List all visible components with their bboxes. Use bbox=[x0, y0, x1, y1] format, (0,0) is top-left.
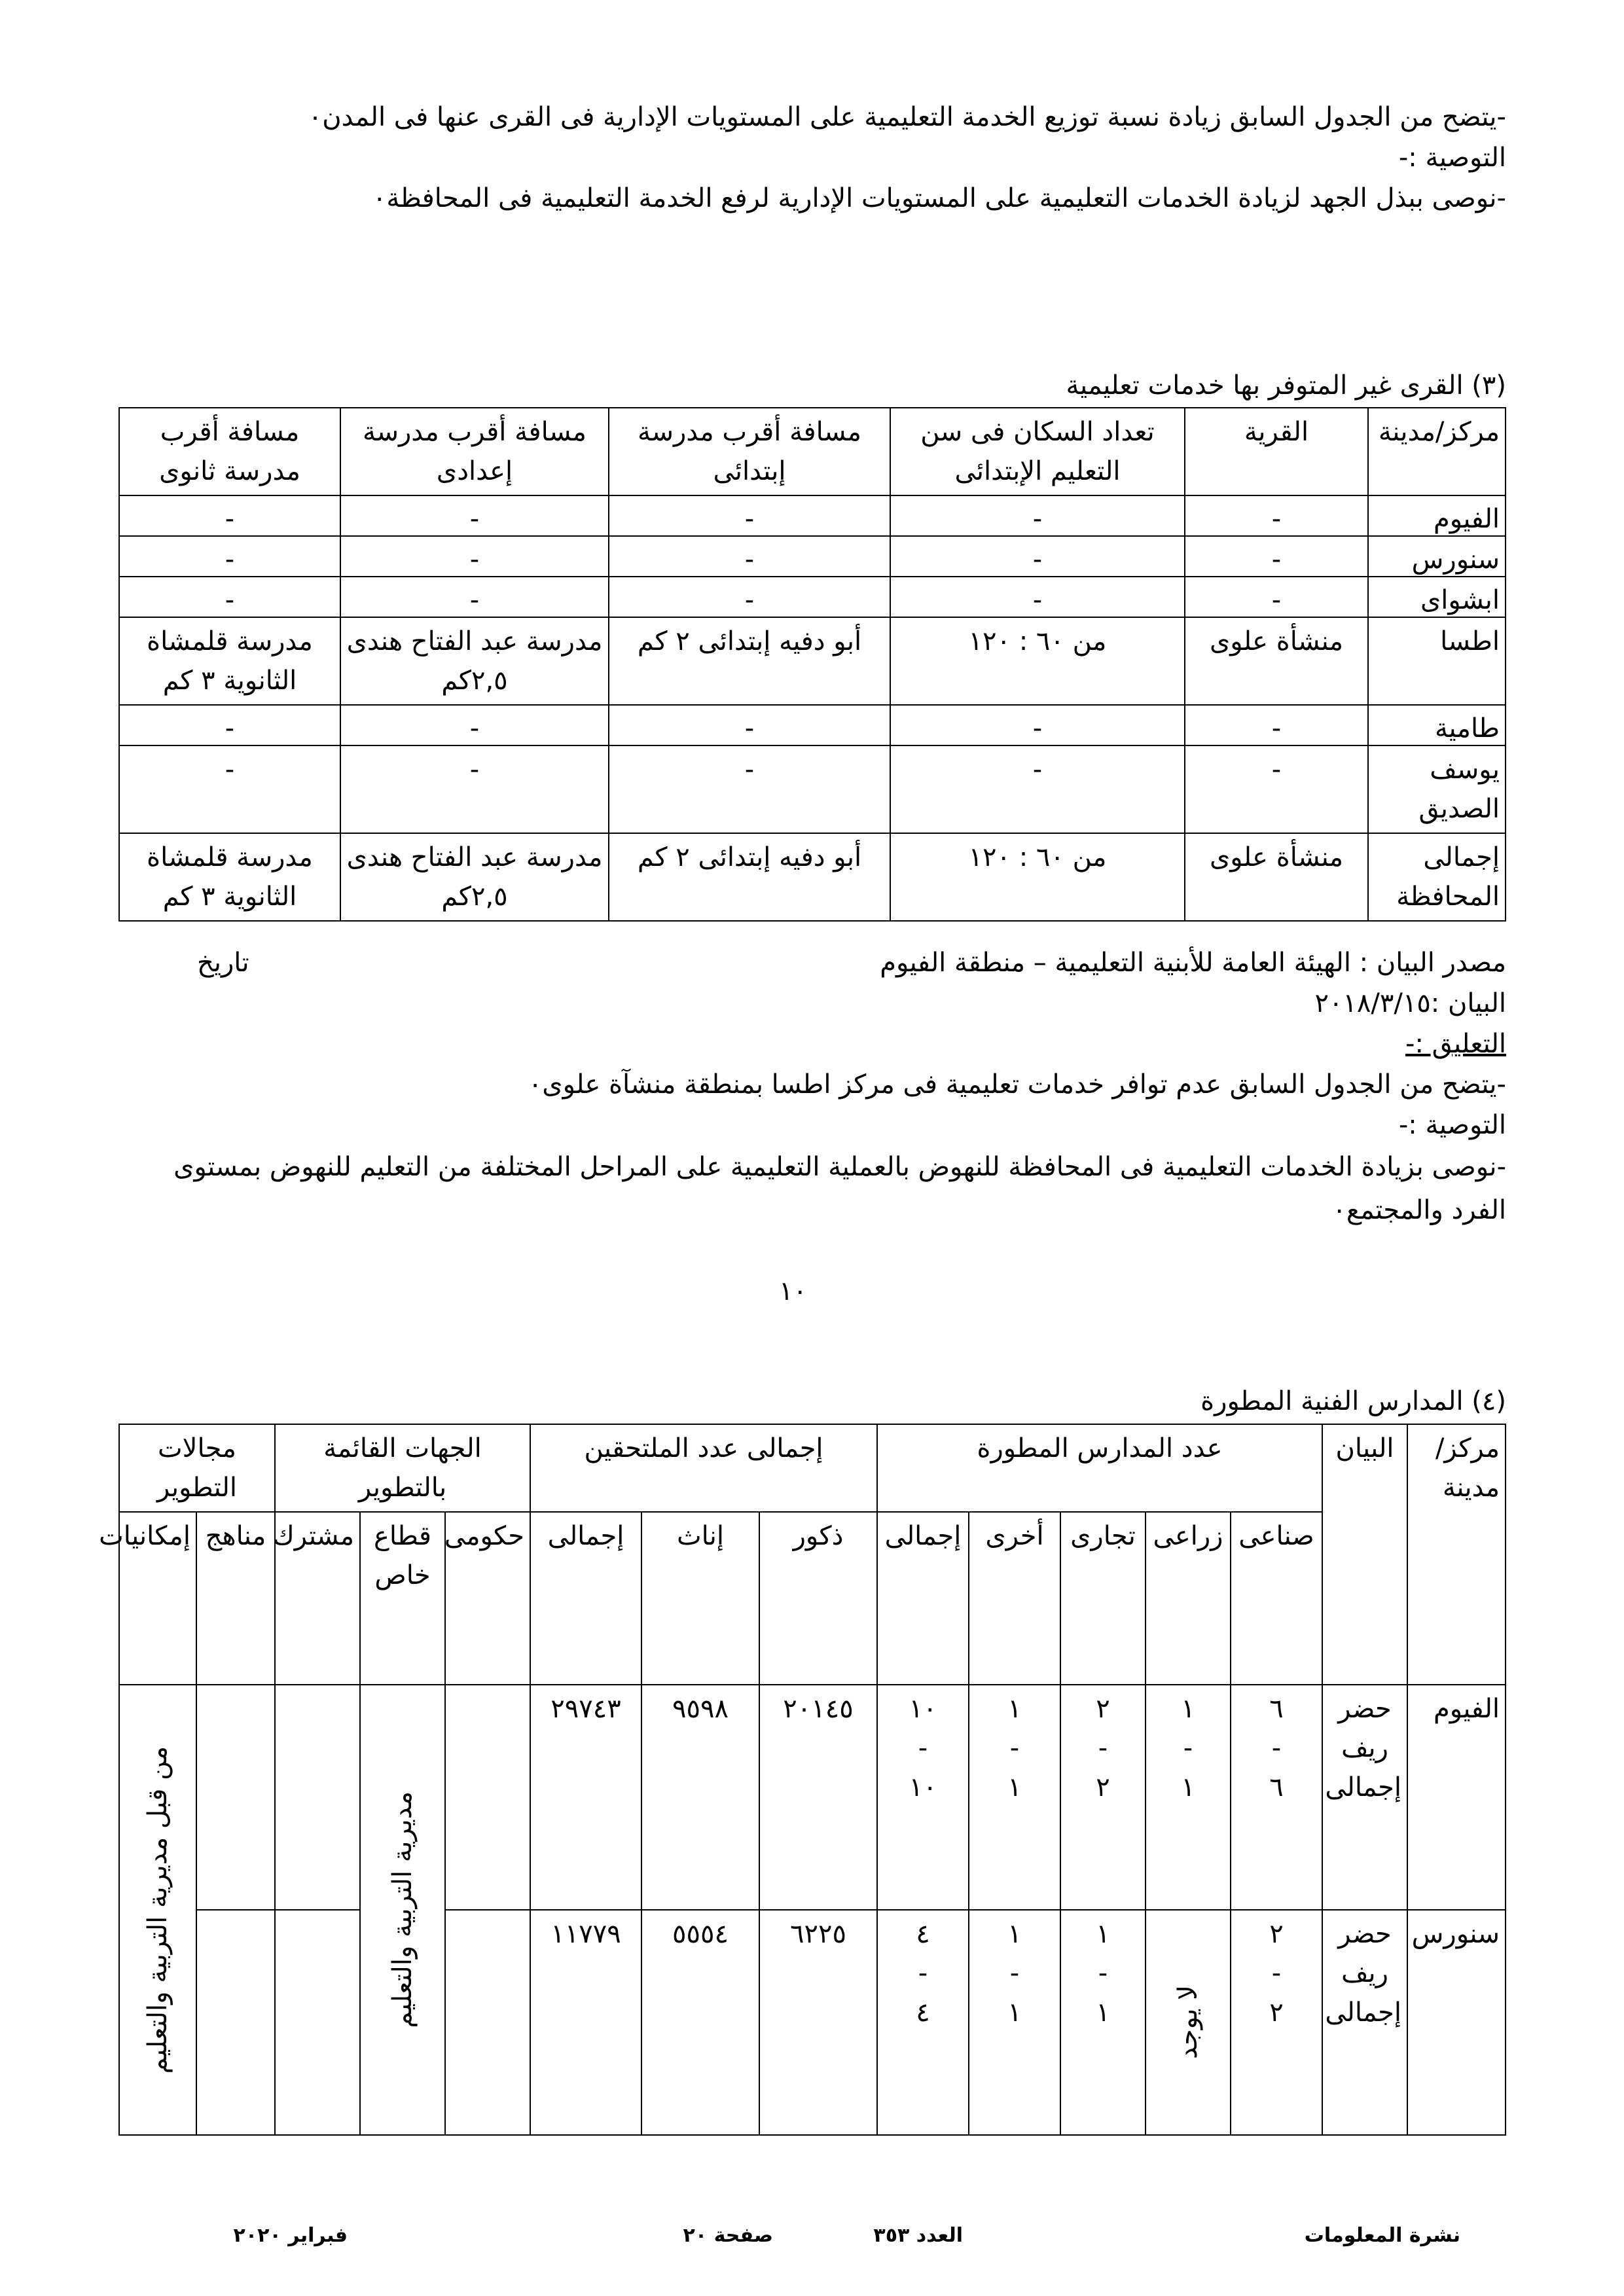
table-row bbox=[119, 577, 1506, 617]
table-cell: ٦٢٢٥ bbox=[759, 1910, 877, 2135]
comment-heading: التعليق :- bbox=[1405, 1029, 1506, 1059]
column-subheader: صناعى bbox=[1231, 1512, 1322, 1685]
cell-line: ١ bbox=[1007, 1694, 1022, 1724]
cell-line: ريف bbox=[1341, 1958, 1388, 1988]
cell-line: - bbox=[918, 1958, 928, 1988]
table-cell bbox=[445, 1685, 530, 1910]
cell-line: ١٠ bbox=[909, 1694, 937, 1724]
table-cell: - bbox=[609, 745, 890, 833]
table-cell bbox=[877, 1685, 969, 1910]
table-cell: مدرسة عبد الفتاح هندى ٢,٥كم bbox=[340, 617, 609, 705]
cell-line: حضر bbox=[1338, 1694, 1392, 1724]
cell-line: ريف bbox=[1341, 1733, 1388, 1763]
column-header: تعداد السكان فى سن التعليم الإبتدائى bbox=[890, 408, 1185, 495]
column-header: القرية bbox=[1185, 408, 1368, 495]
cell-line: ١ bbox=[1007, 1772, 1022, 1803]
table-cell: ٥٥٥٤ bbox=[641, 1910, 759, 2135]
cell-line: ١٠ bbox=[909, 1772, 937, 1803]
table4-title: (٤) المدارس الفنية المطورة bbox=[1200, 1386, 1506, 1416]
cell-line: إجمالى bbox=[1325, 1998, 1401, 2028]
cell-line: ١ bbox=[1007, 1998, 1022, 2028]
table-cell: - bbox=[890, 495, 1185, 536]
table-cell: الفيوم bbox=[1368, 495, 1506, 536]
table-cell: - bbox=[1185, 705, 1368, 745]
table-cell: منشأة علوى bbox=[1185, 833, 1368, 921]
cell-line: ٢ bbox=[1269, 1998, 1284, 2028]
date-label: تاريخ bbox=[197, 948, 249, 978]
table-cell bbox=[196, 1910, 275, 2135]
cell-line: - bbox=[918, 1733, 928, 1763]
source-text: مصدر البيان : الهيئة العامة للأبنية التعليمية – منطقة الفيوم bbox=[880, 948, 1506, 978]
column-subheader: قطاع خاص bbox=[360, 1512, 445, 1685]
table-cell: - bbox=[1185, 536, 1368, 577]
footer-journal: نشرة المعلومات bbox=[1304, 2224, 1460, 2247]
cell-line: - bbox=[1271, 1733, 1282, 1763]
footer-page: صفحة ٢٠ bbox=[683, 2224, 773, 2247]
table-row bbox=[119, 833, 1506, 921]
table-cell bbox=[1146, 1910, 1231, 2135]
table-cell: منشأة علوى bbox=[1185, 617, 1368, 705]
table-cell: - bbox=[609, 495, 890, 536]
table-cell bbox=[445, 1910, 530, 2135]
table-cell: اطسا bbox=[1368, 617, 1506, 705]
recommendation-heading: التوصية :- bbox=[1398, 1110, 1506, 1140]
column-header: مركز/مدينة bbox=[1368, 408, 1506, 495]
table-cell: سنورس bbox=[1407, 1910, 1506, 2135]
table-cell: ابشواى bbox=[1368, 577, 1506, 617]
table-cell: - bbox=[340, 536, 609, 577]
table-cell bbox=[1322, 1910, 1407, 2135]
table-subheader-row bbox=[119, 1512, 1506, 1685]
column-subheader: مشترك bbox=[275, 1512, 360, 1685]
table-cell: ٢٩٧٤٣ bbox=[530, 1685, 641, 1910]
cell-line: ٦ bbox=[1269, 1694, 1284, 1724]
table-header-row bbox=[119, 408, 1506, 495]
no-data-note: لا يوجد bbox=[1173, 1985, 1203, 2060]
cell-line: ٢ bbox=[1269, 1919, 1284, 1949]
table-row bbox=[119, 495, 1506, 536]
table-cell: طامية bbox=[1368, 705, 1506, 745]
table-cell: - bbox=[119, 536, 340, 577]
table-cell: يوسف الصديق bbox=[1368, 745, 1506, 833]
table-cell: - bbox=[119, 705, 340, 745]
table-cell: - bbox=[119, 577, 340, 617]
cell-line: ١ bbox=[1096, 1998, 1110, 2028]
table-cell: - bbox=[609, 577, 890, 617]
cell-line: - bbox=[1183, 1733, 1193, 1763]
cell-line: ٤ bbox=[916, 1919, 930, 1949]
table-row bbox=[119, 705, 1506, 745]
table-cell bbox=[1231, 1685, 1322, 1910]
table-row bbox=[119, 1910, 1506, 2135]
table-row bbox=[119, 1685, 1506, 1910]
table-cell: - bbox=[340, 577, 609, 617]
cell-line: ٦ bbox=[1269, 1772, 1284, 1803]
comment-heading-wrap bbox=[118, 1024, 1506, 1064]
table-cell bbox=[360, 1685, 445, 2135]
table-row bbox=[119, 536, 1506, 577]
column-header: مركز/مدينة bbox=[1407, 1424, 1506, 1685]
footer-date: فبراير ٢٠٢٠ bbox=[233, 2224, 348, 2247]
table-cell: من ٦٠ : ١٢٠ bbox=[890, 833, 1185, 921]
column-subheader: إمكانيات bbox=[119, 1512, 196, 1685]
table-cell: ١١٧٧٩ bbox=[530, 1910, 641, 2135]
table-cell: - bbox=[1185, 577, 1368, 617]
table-cell: - bbox=[340, 495, 609, 536]
table-cell bbox=[275, 1685, 360, 1910]
cell-line: - bbox=[1009, 1733, 1020, 1763]
table-cell bbox=[1060, 1685, 1146, 1910]
column-header: مسافة أقرب مدرسة ثانوى bbox=[119, 408, 340, 495]
table-cell: - bbox=[1185, 745, 1368, 833]
table-cell bbox=[877, 1910, 969, 2135]
table-cell: أبو دفيه إبتدائى ٢ كم bbox=[609, 833, 890, 921]
column-subheader: إجمالى bbox=[877, 1512, 969, 1685]
cell-line: ٤ bbox=[916, 1998, 930, 2028]
table-cell: مدرسة قلمشاة الثانوية ٣ كم bbox=[119, 617, 340, 705]
table-cell: - bbox=[609, 536, 890, 577]
table-cell: - bbox=[890, 536, 1185, 577]
paragraph-line: -يتضح من الجدول السابق زيادة نسبة توزيع الخدمة التعليمية على المستويات الإدارية فى القرى عنها فى المدن٠ bbox=[308, 102, 1506, 132]
table-row bbox=[119, 617, 1506, 705]
table-cell: - bbox=[890, 745, 1185, 833]
page-number: ١٠ bbox=[779, 1276, 807, 1306]
recommendation-text: -نوصى بزيادة الخدمات التعليمية فى المحافظة للنهوض بالعملية التعليمية على المراحل المختلفة من التعليم للنهوض بمستوى الفرد والمجتمع٠ bbox=[173, 1152, 1506, 1225]
cell-line: - bbox=[1009, 1958, 1020, 1988]
private-sector-note: مديرية التربية والتعليم bbox=[388, 1791, 418, 2028]
table-cell: من ٦٠ : ١٢٠ bbox=[890, 617, 1185, 705]
cell-line: حضر bbox=[1338, 1919, 1392, 1949]
table-cell bbox=[196, 1685, 275, 1910]
column-subheader: أخرى bbox=[969, 1512, 1060, 1685]
column-header: مسافة أقرب مدرسة إعدادى bbox=[340, 408, 609, 495]
cell-line: - bbox=[1271, 1958, 1282, 1988]
cell-line: ١ bbox=[1007, 1919, 1022, 1949]
cell-line: إجمالى bbox=[1325, 1772, 1401, 1803]
cell-line: - bbox=[1098, 1733, 1108, 1763]
table-cell: سنورس bbox=[1368, 536, 1506, 577]
table-cell: - bbox=[1185, 495, 1368, 536]
recommendation-heading: التوصية :- bbox=[1398, 143, 1506, 173]
column-subheader: مناهج bbox=[196, 1512, 275, 1685]
cell-line: - bbox=[1098, 1958, 1108, 1988]
column-subheader: إجمالى bbox=[530, 1512, 641, 1685]
source-date: البيان :٢٠١٨/٣/١٥ bbox=[1314, 988, 1506, 1018]
table-cell bbox=[1231, 1910, 1322, 2135]
table-cell: ٩٥٩٨ bbox=[641, 1685, 759, 1910]
table-cell: مدرسة عبد الفتاح هندى ٢,٥كم bbox=[340, 833, 609, 921]
table-cell: - bbox=[890, 705, 1185, 745]
table-cell bbox=[969, 1685, 1060, 1910]
table-cell: أبو دفيه إبتدائى ٢ كم bbox=[609, 617, 890, 705]
column-header: مجالات التطوير bbox=[119, 1424, 275, 1512]
column-header: عدد المدارس المطورة bbox=[877, 1424, 1322, 1512]
table-cell: - bbox=[340, 745, 609, 833]
table-header-row bbox=[119, 1424, 1506, 1512]
table-cell bbox=[969, 1910, 1060, 2135]
column-header: مسافة أقرب مدرسة إبتدائى bbox=[609, 408, 890, 495]
column-header: إجمالى عدد الملتحقين bbox=[530, 1424, 877, 1512]
table-cell: مدرسة قلمشاة الثانوية ٣ كم bbox=[119, 833, 340, 921]
column-header: البيان bbox=[1322, 1424, 1407, 1685]
table-cell bbox=[119, 1685, 196, 2135]
table-cell: إجمالى المحافظة bbox=[1368, 833, 1506, 921]
table-cell bbox=[1146, 1685, 1231, 1910]
cell-line: ١ bbox=[1181, 1772, 1195, 1803]
table-cell: - bbox=[119, 745, 340, 833]
source-line bbox=[118, 942, 1506, 983]
table-row bbox=[119, 745, 1506, 833]
cell-line: ٢ bbox=[1096, 1694, 1110, 1724]
column-subheader: ذكور bbox=[759, 1512, 877, 1685]
cell-line: ٢ bbox=[1096, 1772, 1110, 1803]
comment-text: -يتضح من الجدول السابق عدم توافر خدمات تعليمية فى مركز اطسا بمنطقة منشآة علوى٠ bbox=[528, 1069, 1506, 1100]
table-cell: الفيوم bbox=[1407, 1685, 1506, 1910]
paragraph-line: -نوصى ببذل الجهد لزيادة الخدمات التعليمية على المستويات الإدارية لرفع الخدمة التعليمية فى المحافظة٠ bbox=[372, 183, 1506, 213]
column-header: الجهات القائمة بالتطوير bbox=[275, 1424, 530, 1512]
table-cell bbox=[1322, 1685, 1407, 1910]
table-cell: - bbox=[890, 577, 1185, 617]
column-subheader: تجارى bbox=[1060, 1512, 1146, 1685]
table-cell: - bbox=[609, 705, 890, 745]
table-cell: ٢٠١٤٥ bbox=[759, 1685, 877, 1910]
column-subheader: إناث bbox=[641, 1512, 759, 1685]
cell-line: ١ bbox=[1181, 1694, 1195, 1724]
column-subheader: زراعى bbox=[1146, 1512, 1231, 1685]
footer-issue: العدد ٣٥٣ bbox=[873, 2224, 963, 2247]
column-subheader: حكومى bbox=[445, 1512, 530, 1685]
table-cell bbox=[1060, 1910, 1146, 2135]
table-villages-without-services bbox=[118, 407, 1506, 922]
table-cell: - bbox=[340, 705, 609, 745]
table-cell bbox=[275, 1910, 360, 2135]
table-developed-technical-schools bbox=[99, 1424, 1506, 2136]
fields-note: من قبل مديرية التربية والتعليم bbox=[142, 1746, 173, 2074]
table3-title: (٣) القرى غير المتوفر بها خدمات تعليمية bbox=[1066, 370, 1506, 401]
cell-line: ١ bbox=[1096, 1919, 1110, 1949]
table-cell: - bbox=[119, 495, 340, 536]
